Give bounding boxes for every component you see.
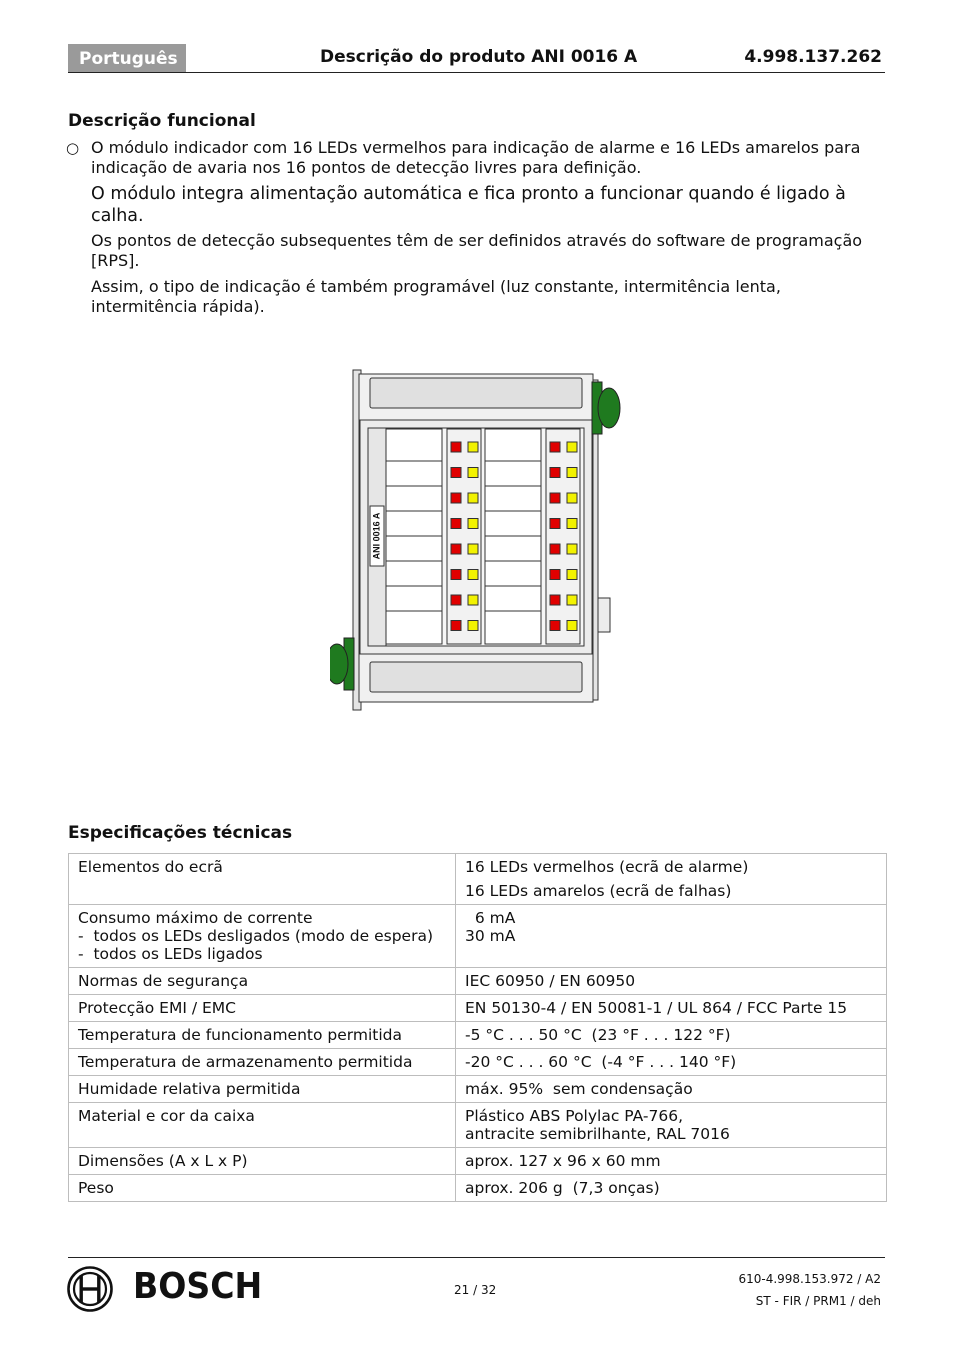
paragraph-4: Assim, o tipo de indicação é também programável (luz constante, intermitência lenta, intermitência rápida). — [91, 277, 781, 316]
spec-value: antracite semibrilhante, RAL 7016 — [465, 1125, 730, 1143]
side-clip — [598, 598, 610, 632]
device-label: ANI 0016 A — [371, 512, 382, 560]
spec-value: -20 °C . . . 60 °C (-4 °F . . . 140 °F) — [465, 1053, 737, 1071]
led-yellow — [567, 544, 577, 554]
spec-value: máx. 95% sem condensação — [465, 1080, 693, 1098]
footer-rule — [68, 1257, 885, 1258]
spec-value: 16 LEDs vermelhos (ecrã de alarme) — [465, 858, 749, 876]
spec-label: Dimensões (A x L x P) — [78, 1152, 248, 1170]
section-heading-functional: Descrição funcional — [68, 111, 256, 131]
spec-label: Elementos do ecrã — [78, 858, 223, 876]
spec-value-cell — [456, 1022, 887, 1049]
spec-label: Consumo máximo de corrente — [78, 909, 313, 927]
led-red — [451, 468, 461, 478]
spec-label: Protecção EMI / EMC — [78, 999, 236, 1017]
page-number: 21 / 32 — [454, 1283, 497, 1297]
led-red — [451, 493, 461, 503]
header-rule — [68, 72, 885, 73]
bottom-cover — [370, 662, 582, 692]
led-yellow — [468, 595, 478, 605]
led-yellow — [468, 442, 478, 452]
spec-row — [69, 905, 887, 968]
led-red — [451, 519, 461, 529]
led-red — [451, 595, 461, 605]
paragraph-1: O módulo indicador com 16 LEDs vermelhos para indicação de alarme e 16 LEDs amarelos para indicação de avaria nos 16 pontos de detecção livres para definição. — [91, 138, 861, 177]
led-red — [550, 570, 560, 580]
language-tab: Português — [68, 44, 186, 72]
spec-value: EN 50130-4 / EN 50081-1 / UL 864 / FCC Parte 15 — [465, 999, 848, 1017]
spec-value: -5 °C . . . 50 °C (23 °F . . . 122 °F) — [465, 1026, 731, 1044]
led-red — [451, 442, 461, 452]
led-red — [550, 595, 560, 605]
spec-row — [69, 968, 887, 995]
spec-label: - todos os LEDs ligados — [78, 945, 263, 963]
paragraph-3: Os pontos de detecção subsequentes têm de ser definidos através do software de programação [RPS]. — [91, 231, 863, 270]
spec-value: IEC 60950 / EN 60950 — [465, 972, 636, 990]
spec-label: Normas de segurança — [78, 972, 249, 990]
spec-value-cell — [456, 968, 887, 995]
spec-value: aprox. 127 x 96 x 60 mm — [465, 1152, 661, 1170]
spec-value: Plástico ABS Polylac PA-766, — [465, 1107, 684, 1125]
led-red — [550, 621, 560, 631]
footer-document-code — [738, 1268, 881, 1312]
led-yellow — [468, 519, 478, 529]
top-cover — [370, 378, 582, 408]
led-yellow — [567, 570, 577, 580]
spec-row — [69, 1103, 887, 1148]
led-red — [451, 570, 461, 580]
spec-label: Humidade relativa permitida — [78, 1080, 301, 1098]
led-yellow — [567, 493, 577, 503]
spec-label-cell — [69, 1022, 456, 1049]
specs-table — [68, 853, 887, 1202]
led-yellow — [567, 468, 577, 478]
footer-code-line-1: 610-4.998.153.972 / A2 — [738, 1272, 881, 1286]
spec-value-cell — [456, 1148, 887, 1175]
spec-label-cell — [69, 1103, 456, 1148]
led-yellow — [567, 595, 577, 605]
bullet-circle: ○ — [66, 139, 80, 157]
led-yellow — [468, 570, 478, 580]
spec-row — [69, 995, 887, 1022]
spec-value-cell — [456, 1076, 887, 1103]
spec-label-cell — [69, 1148, 456, 1175]
led-red — [451, 621, 461, 631]
led-yellow — [567, 519, 577, 529]
led-red — [550, 468, 560, 478]
spec-value-cell — [456, 1175, 887, 1202]
led-yellow — [468, 544, 478, 554]
section-heading-specs: Especificações técnicas — [68, 823, 293, 843]
led-red — [451, 544, 461, 554]
spec-label-cell — [69, 1175, 456, 1202]
spec-row — [69, 1049, 887, 1076]
spec-label: Peso — [78, 1179, 114, 1197]
led-yellow — [567, 442, 577, 452]
spec-value-cell — [456, 905, 887, 968]
paragraph-2: O módulo integra alimentação automática e fica pronto a funcionar quando é ligado à calha. — [91, 184, 846, 226]
spec-label-cell — [69, 854, 456, 905]
spec-label-cell — [69, 905, 456, 968]
document-title: Descrição do produto ANI 0016 A — [320, 47, 638, 67]
spec-value-cell — [456, 1103, 887, 1148]
spec-label-cell — [69, 995, 456, 1022]
spec-value: aprox. 206 g (7,3 onças) — [465, 1179, 660, 1197]
spec-value-cell — [456, 1049, 887, 1076]
bosch-logo-icon — [66, 1265, 114, 1313]
spec-label: - todos os LEDs desligados (modo de espera) — [78, 927, 433, 945]
spec-row — [69, 1175, 887, 1202]
spec-label-cell — [69, 968, 456, 995]
spec-label: Temperatura de funcionamento permitida — [78, 1026, 403, 1044]
spec-row — [69, 854, 887, 905]
spec-value-cell — [456, 854, 887, 905]
bosch-wordmark: BOSCH — [133, 1266, 263, 1307]
led-red — [550, 493, 560, 503]
spec-label-cell — [69, 1076, 456, 1103]
led-yellow — [468, 621, 478, 631]
spec-row — [69, 1076, 887, 1103]
led-yellow — [468, 493, 478, 503]
spec-value: 30 mA — [465, 927, 516, 945]
led-red — [550, 442, 560, 452]
footer-code-line-2: ST - FIR / PRM1 / deh — [755, 1294, 881, 1308]
spec-row — [69, 1148, 887, 1175]
spec-label: Temperatura de armazenamento permitida — [78, 1053, 413, 1071]
document-number: 4.998.137.262 — [744, 47, 882, 67]
spec-row — [69, 1022, 887, 1049]
led-yellow — [468, 468, 478, 478]
spec-value: 16 LEDs amarelos (ecrã de falhas) — [465, 882, 732, 900]
device-diagram — [330, 368, 622, 713]
spec-label-cell — [69, 1049, 456, 1076]
spec-value: 6 mA — [465, 909, 516, 927]
led-yellow — [567, 621, 577, 631]
spec-label: Material e cor da caixa — [78, 1107, 255, 1125]
led-red — [550, 544, 560, 554]
led-red — [550, 519, 560, 529]
spec-value-cell — [456, 995, 887, 1022]
